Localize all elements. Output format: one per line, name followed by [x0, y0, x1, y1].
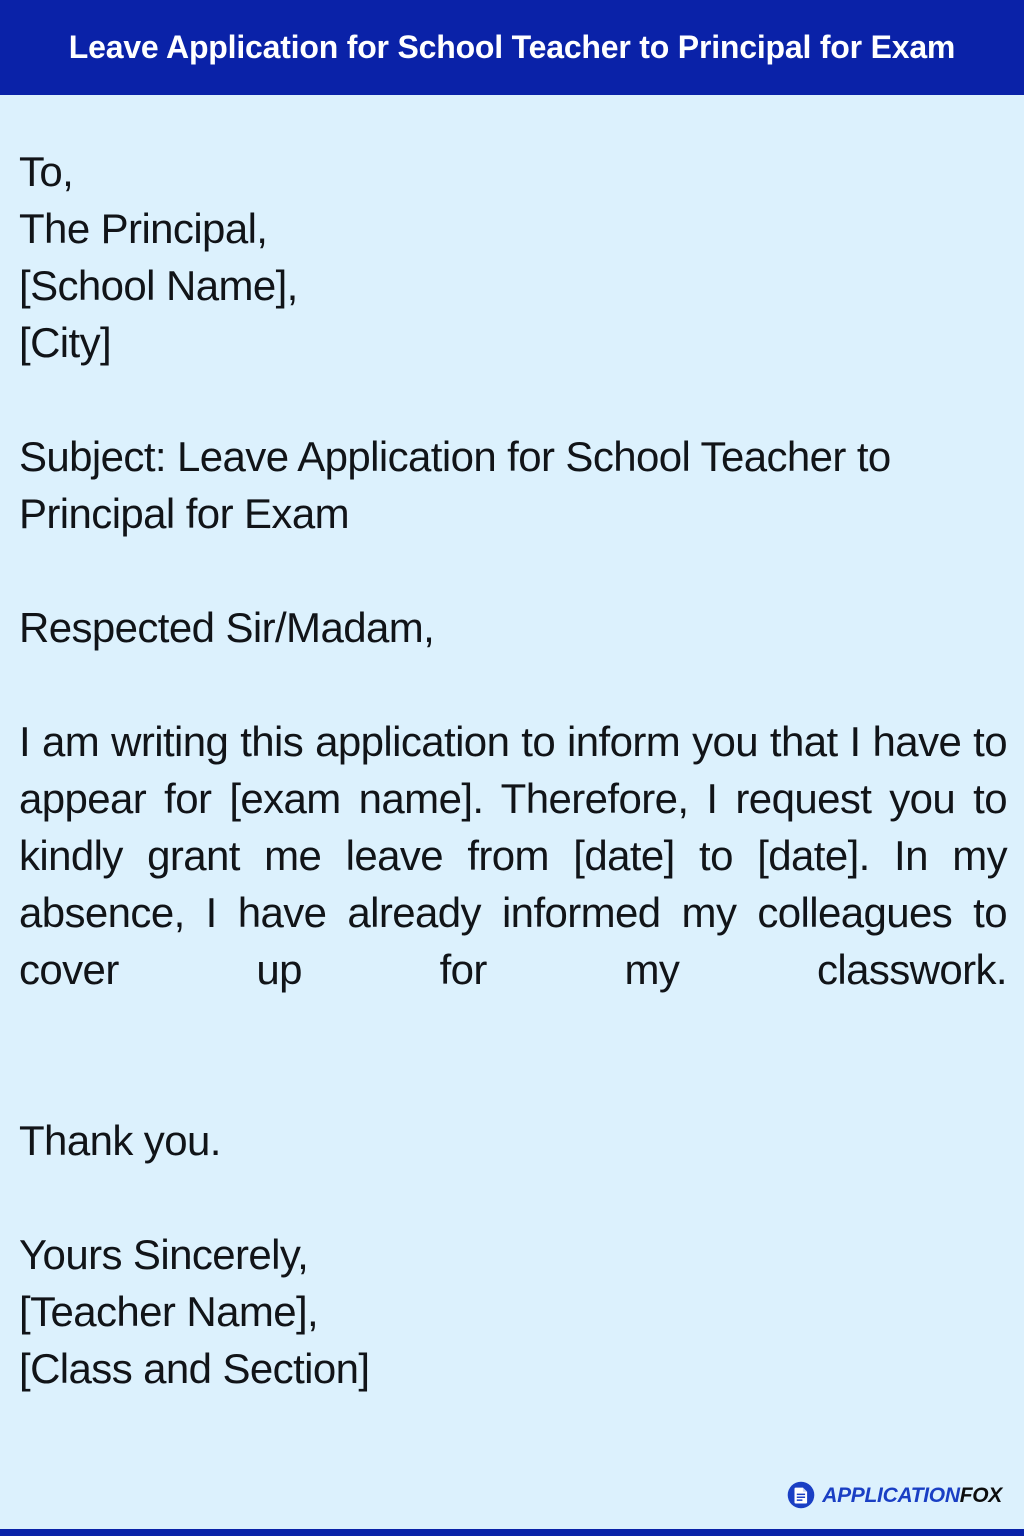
salutation-line: Respected Sir/Madam,: [19, 604, 435, 651]
page-title: Leave Application for School Teacher to Principal for Exam: [68, 28, 956, 65]
spacer-after-salutation: [19, 656, 1007, 713]
recipient-line-city: [City]: [19, 319, 112, 366]
signoff-block: [19, 1226, 1007, 1397]
recipient-block: [19, 143, 1007, 371]
signoff-line-class-section: [Class and Section]: [19, 1345, 370, 1392]
body-paragraph: I am writing this application to inform you that I have to appear for [exam name]. Therefore, I request you to kindly grant me leave from [date] to [date]. In my absence, I have already informed my colleagues to cover up for my classwork.: [19, 718, 1007, 993]
recipient-line-to: To,: [19, 148, 74, 195]
signoff-line-sincerely: Yours Sincerely,: [19, 1231, 309, 1278]
document-page-icon: [787, 1481, 815, 1509]
brand-logo: [787, 1481, 1002, 1509]
brand-name-secondary: FOX: [959, 1483, 1002, 1507]
recipient-line-principal: The Principal,: [19, 205, 268, 252]
page-footer-bar: [0, 1529, 1024, 1536]
recipient-line-school: [School Name],: [19, 262, 298, 309]
signoff-line-teacher-name: [Teacher Name],: [19, 1288, 319, 1335]
brand-name-primary: APPLICATION: [822, 1483, 960, 1507]
spacer-after-subject: [19, 542, 1007, 599]
spacer-after-thanks: [19, 1169, 1007, 1226]
page-header-bar: [0, 0, 1024, 95]
spacer-after-recipient: [19, 371, 1007, 428]
letter-content: [0, 95, 1024, 1536]
brand-wordmark: [822, 1485, 1002, 1506]
closing-thanks: Thank you.: [19, 1117, 221, 1164]
subject-line: Subject: Leave Application for School Teacher to Principal for Exam: [19, 433, 891, 537]
spacer-after-body: [19, 1055, 1007, 1112]
